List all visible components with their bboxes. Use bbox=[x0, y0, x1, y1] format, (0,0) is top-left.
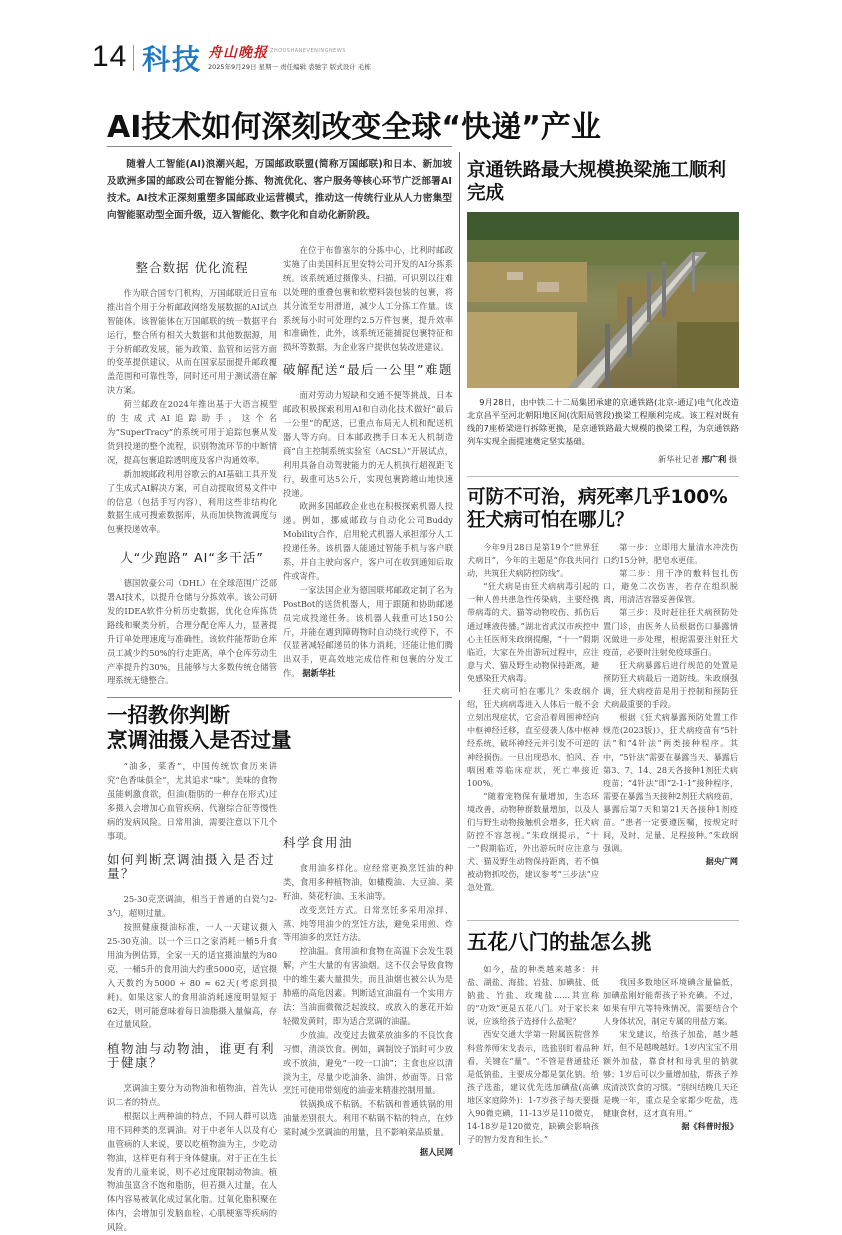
rabies-title bbox=[467, 486, 747, 532]
article-lead: 随着人工智能(AI)浪潮兴起，万国邮政联盟(简称万国邮联)和日本、新加坡及欧洲多国的邮政公司在智能分拣、物流优化、客户服务等核心环节广泛部署AI技术。AI技术正深刻重塑多国邮政业运营模式，推动这一传统行业从人力密集型向智能驱动型全面升级，迈入智能化、数字化和自动化新阶段。 bbox=[107, 159, 452, 221]
paragraph: 烹调油主要分为动物油和植物油，首先认识二者的特点。 bbox=[107, 1083, 277, 1108]
rail-title: 京通铁路最大规模换梁施工顺利完成 bbox=[467, 160, 727, 204]
paragraph: 25-30克烹调油，相当于普通的白瓷勺2-3勺，超则过量。 bbox=[107, 894, 277, 919]
page-number: 14 bbox=[92, 40, 128, 73]
paragraph: 荷兰邮政在2024年推出基于大语言模型的生成式AI追踪助手，这个名为“SuperTracy”的系统可用于追踪包裹从发货到投递的整个流程，识别物流环节的中断情况，提高包裹追踪透明度及客户沟通效率。 bbox=[107, 399, 277, 465]
source-credit: 据央广网 bbox=[705, 856, 738, 867]
masthead-divider bbox=[133, 45, 134, 71]
paragraph: 宋戈建议，给孩子加盐，越少越好，但不是越晚越好。1岁内宝宝不用额外加盐，靠食材和母乳里的钠就够；1岁后可以少量增加盐，帮孩子养成清淡饮食的习惯。“别纠结晚几天还是晚一年，重点是全家都少吃盐，选健康食材，这才真有用。” bbox=[603, 1029, 738, 1118]
designer-credit: 版式设计 毛栋 bbox=[329, 63, 371, 71]
credit-prefix: 新华社记者 bbox=[658, 454, 699, 464]
paragraph: 如今，盐的种类越来越多：井盐、湖盐、海盐、岩盐、加碘盐、低钠盐、竹盐、玫瑰盐……其宣称的“功效”更是五花八门。对于家长来说，应该给孩子选择什么盐呢？ bbox=[467, 964, 599, 1027]
source-credit: 据人民网 bbox=[419, 1147, 453, 1158]
column-divider bbox=[459, 152, 460, 692]
rabies-title-line1: 可防不可治，病死率几乎100% bbox=[467, 487, 728, 508]
paragraph: 今年9月28日是第19个“世界狂犬病日”，今年的主题是“你我共同行动，共筑狂犬病防控防线”。 bbox=[467, 542, 599, 579]
photo-caption: 9月28日，由中铁二十二局集团承建的京通铁路(北京-通辽)电气化改造北京昌平至河北朝阳地区间(沈阳局管段)换梁工程顺利完成。该工程对既有线的7座桥梁进行拆除更换，是京通铁路最大规模的换梁工程，为京通铁路列车实现全面提速奠定坚实基础。 bbox=[467, 397, 739, 446]
paragraph: 德国敦豪公司（DHL）在全球范围广泛部署AI技术，以提升仓储与分拣效率。该公司研发的IDEA软件分析历史数据，优化仓库拣货路线和聚类分析，合理分配仓库人力，显著提升订单处理速度与准确性。该软件能帮助仓库员工减少约50%的行走距离，单个仓库劳动生产率提升约30%，且能够与大多数传统仓储管理系统无缝整合。 bbox=[107, 578, 277, 686]
paragraph: 新加坡邮政利用谷歌云的AI基础工具开发了生成式AI解决方案，可自动提取贸易文件中的信息（包括手写内容），利用这些非结构化数据生成可搜索数据库，从而加快物流调度与包裹投递效率。 bbox=[107, 468, 277, 535]
oil-column-1 bbox=[107, 760, 277, 1235]
paragraph: “狂犬病是由狂犬病病毒引起的一种人兽共患急性传染病，主要经携带病毒的犬、猫等动物咬伤、抓伤后通过唾液传播。”湖北省武汉市疾控中心主任医师朱政纲提醒，“十一”假期临近，大家在外出游玩过程中，应注意与犬、猫及野生动物保持距离，避免感染狂犬病毒。 bbox=[467, 581, 599, 683]
paragraph-text: 一家法国企业为德国联邦邮政定制了名为PostBot的送货机器人，用于跟随和协助邮递员完成投递任务。该机器人载重可达150公斤，并能在遇到障碍物时自动绕行或停下，不仅显著减轻邮递员的体力消耗，还能让他们腾出双手，更高效地完成信件和包裹的分发工作。 bbox=[283, 584, 453, 679]
issue-date: 2025年9月29日 bbox=[208, 63, 257, 71]
subhead-judge-oil: 如何判断烹调油摄入是否过量？ bbox=[107, 852, 276, 882]
photo-credit bbox=[467, 454, 737, 465]
paragraph: 根据《狂犬病暴露预防处置工作规范(2023版)》，狂犬病疫苗有“5针法”和“4针法”两类接种程序。其中，“5针法”需要在暴露当天、暴露后第3、7、14、28天各接种1剂狂犬病疫苗；“4针法”即“2-1-1”接种程序，需要在暴露当天接种2剂狂犬病疫苗，暴露后第7天和第21天各接种1剂疫苗。“患者一定要遵医嘱，按规定时间，及时、足量、足程接种。”朱政纲强调。 bbox=[603, 712, 738, 854]
newspaper-name-en: ZHOUSHANEVENINGNEWS bbox=[270, 48, 346, 54]
paragraph: “随着宠物保有量增加，生态环境改善，动物种群数量增加，以及人们与野生动物接触机会增多，狂犬病防控不容忽视。”朱政纲提示，“十一”假期临近，外出游玩时应注意与犬、猫及野生动物保持距离，若不慎被动物抓咬伤，建议参考“三步法”应急处置。 bbox=[467, 790, 599, 893]
masthead-info bbox=[208, 62, 371, 71]
section-divider bbox=[467, 476, 739, 477]
salt-column-1 bbox=[467, 963, 599, 1146]
paragraph: 狂犬病可怕在哪儿？朱政纲介绍，狂犬病病毒进入人体后一般不会立刻出现症状，它会沿着周围神经向中枢神经迁移，直至侵袭人体中枢神经系统，破坏神经元并引发不可逆的神经损伤。一旦出现恐水、怕风、吞咽困难等临床症状，死亡率接近100%。 bbox=[467, 686, 599, 788]
paragraph: 控油温。食用油和食物在高温下会发生裂解，产生大量的有害油烟。这不仅会导致食物中的维生素大量损失，而且油烟也被公认为是肺癌的高危因素。判断适宜油温有一个实用方法：当油面微微泛起波纹，或放入的葱花开始轻微发黄时，即为适合烹调的油温。 bbox=[283, 946, 453, 1026]
paragraph: 面对劳动力短缺和交通不便等挑战，日本邮政积极探索利用AI和自动化技术做好“最后一公里”的配送，已重点布局无人机和配送机器人等方向。日本邮政携手日本无人机制造商“自主控制系统实验室（ACSL）”开展试点，利用具备自动驾驶能力的无人机执行超视距飞行，载重可达5公斤，实现包裹跨越山地快速投递。 bbox=[283, 390, 453, 498]
ai-column-2 bbox=[283, 244, 453, 681]
ai-column-1 bbox=[107, 255, 277, 688]
headline-rule bbox=[107, 146, 452, 147]
salt-column-2 bbox=[603, 963, 738, 1133]
credit-suffix: 摄 bbox=[728, 454, 737, 464]
paragraph: 根据以上两种油的特点，不同人群可以选用不同种类的烹调油。对于中老年人以及有心血管病的人来说，要以吃植物油为主，少吃动物油，这样更有利于身体健康。对于正在生长发育的儿童来说，则不必过度限制动物油。植物油虽富含不饱和脂肪，但若摄入过量，在人体内容易被氧化成过氧化脂。过氧化脂积聚在体内，会增加引发脑血栓、心肌梗塞等疾病的风险。 bbox=[107, 1110, 277, 1233]
editor-credit: 责任编辑 裘驰宇 bbox=[280, 63, 328, 71]
paragraph: 西安交通大学第一附属医院营养科营养师宋戈表示，选盐别盯着品种看，关键在“量”。“不管是普通盐还是低钠盐，主要成分都是氯化钠。给孩子选盐，建议优先选加碘盐(高碘地区家庭除外)：1-7岁孩子每天要摄入90微克碘，11-13岁是110微克，14-18岁是120微克，缺碘会影响孩子的智力发育和生长。” bbox=[467, 1029, 599, 1145]
paragraph: 铁锅换成不粘锅。不粘锅和普通铁锅的用油量差别很大。利用不粘锅不粘的特点，在炒菜时减少烹调油的用量，且不影响菜品质量。 bbox=[283, 1099, 453, 1138]
paragraph: 在位于布鲁塞尔的分拣中心，比利时邮政实施了由美国科瓦里安特公司开发的AI分拣系统。该系统通过摄像头、扫描，可识别以往难以处理的重叠包裹和软塑料袋包装的包裹，将其分流至专用滑道，减少人工分拣工作量。该系统每小时可处理约2.5万件包裹，提升效率和准确性，此外，该系统还能捕捉包裹特征和损坏等数据，为企业客户提供包装改进建议。 bbox=[283, 245, 453, 353]
paragraph: 少放油。改变过去做菜放油多的不良饮食习惯，清淡饮食。例如，调制饺子馅时可少放或不放油，避免“一咬一口油”；主食也应以清淡为主，尽量少吃油条、油饼、炒面等。日常烹饪可使用带刻度的油壶来精准控制用量。 bbox=[283, 1029, 453, 1096]
railway-bridge-image bbox=[467, 212, 739, 388]
issue-weekday: 星期一 bbox=[258, 63, 279, 71]
section-divider bbox=[107, 697, 452, 698]
oil-title-line1: 一招教你判断 bbox=[107, 703, 230, 727]
paragraph: 按照健康摄油标准，一人一天建议摄入25-30克油。以一个三口之家消耗一桶5升食用油为例估算，全家一天的适宜摄油量约为80克，一桶5升的食用油大约重5000克，适宜摄入天数约为5000 ÷ 80 ≈ 62天(考虑到损耗)。如果这家人的食用油消耗速度明显短于62天，则可能意味着每日油脂摄入量偏高，存在过量风险。 bbox=[107, 922, 277, 1030]
rabies-column-1 bbox=[467, 541, 599, 895]
paragraph: 作为联合国专门机构，万国邮联近日宣布推出首个用于分析邮政网络发展数据的AI试点智能体。该智能体在万国邮联的统一数据平台运行，整合所有相关大数据和其他数据源，用于分析邮政发展，能为政策、监管和运营方面的变革提供建议，从而在国家层面提升邮政覆盖范围和可靠性等，同时还可用于测试潜在解决方案。 bbox=[107, 287, 277, 396]
subhead-last-mile: 破解配送“最后一公里”难题 bbox=[283, 362, 453, 378]
paragraph: 我国多数地区环境碘含量偏低，加碘盐刚好能帮孩子补充碘。不过，如果有甲亢等特殊情况，需要结合个人身体状况，制定专属的用盐方案。 bbox=[603, 977, 738, 1027]
subhead-less-running: 人“少跑路” AI“多干活” bbox=[120, 550, 264, 566]
paragraph: 欧洲多国邮政企业也在积极探索机器人投递。例如，挪威邮政与自动化公司Buddy Mobility合作，启用轮式机器人承担部分人工投递任务。该机器人能通过智能手机与客户联系，并自主驶向客户，客户可在收到通知后取件或寄件。 bbox=[283, 501, 453, 581]
main-headline: AI技术如何深刻改变全球“快递”产业 bbox=[107, 110, 601, 145]
subhead-plant-vs-animal: 植物油与动物油，谁更有利于健康？ bbox=[107, 1041, 276, 1071]
paragraph: 改变烹饪方式。日常烹饪多采用凉拌、蒸、炖等用油少的烹饪方法，避免采用煎、炸等用油多的烹饪方法。 bbox=[283, 904, 453, 943]
column-divider bbox=[459, 700, 460, 1145]
section-title: 科技 bbox=[142, 43, 203, 76]
source-credit: 据《科普时报》 bbox=[681, 1121, 738, 1132]
credit-name: 邢广利 bbox=[701, 454, 727, 464]
oil-title-line2: 烹调油摄入是否过量 bbox=[107, 728, 292, 752]
section-divider bbox=[467, 920, 739, 921]
source-credit: 据新华社 bbox=[302, 668, 336, 679]
paragraph: 狂犬病暴露后进行规范的处置是预防狂犬病最后一道防线。朱政纲强调，狂犬病疫苗是用于控制和预防狂犬病最重要的手段。 bbox=[603, 659, 738, 710]
rabies-column-2 bbox=[603, 541, 738, 868]
paragraph: 第二步：用干净的敷料包扎伤口，避免二次伤害，若存在组织脱离，用清洁容器妥善保管。 bbox=[603, 568, 738, 605]
newspaper-logo: 舟山晚报 bbox=[208, 45, 268, 61]
subhead-integrate-data: 整合数据 优化流程 bbox=[135, 260, 249, 275]
oil-title bbox=[107, 703, 452, 753]
bridge-photo bbox=[467, 212, 739, 388]
rabies-title-line2: 狂犬病可怕在哪儿？ bbox=[467, 510, 634, 531]
paragraph: 第三步：及时赶往狂犬病预防处置门诊，由医务人员根据伤口暴露情况做进一步处理，根据需要注射狂犬疫苗，必要时注射免疫球蛋白。 bbox=[603, 607, 738, 657]
salt-title: 五花八门的盐怎么挑 bbox=[467, 930, 652, 954]
paragraph: 食用油多样化。应经常更换烹饪油的种类，食用多种植物油，如橄榄油、大豆油、菜籽油、葵花籽油、玉米油等。 bbox=[283, 862, 453, 901]
paragraph bbox=[283, 584, 453, 681]
oil-column-2 bbox=[283, 760, 453, 1160]
subhead-scientific-oil: 科学食用油 bbox=[283, 835, 354, 850]
paragraph: 第一步：立即用大量清水冲洗伤口约15分钟，肥皂水更佳。 bbox=[603, 542, 738, 566]
paragraph: “油多，菜香”，中国传统饮食历来讲究“色香味俱全”，尤其追求“味”。美味的食物虽能刺激食欲，但油(脂肪的一种存在形式)过多摄入会增加心血管疾病、代谢综合征等慢性病的发病风险。日常用油，需要注意以下几个事项。 bbox=[107, 761, 277, 841]
